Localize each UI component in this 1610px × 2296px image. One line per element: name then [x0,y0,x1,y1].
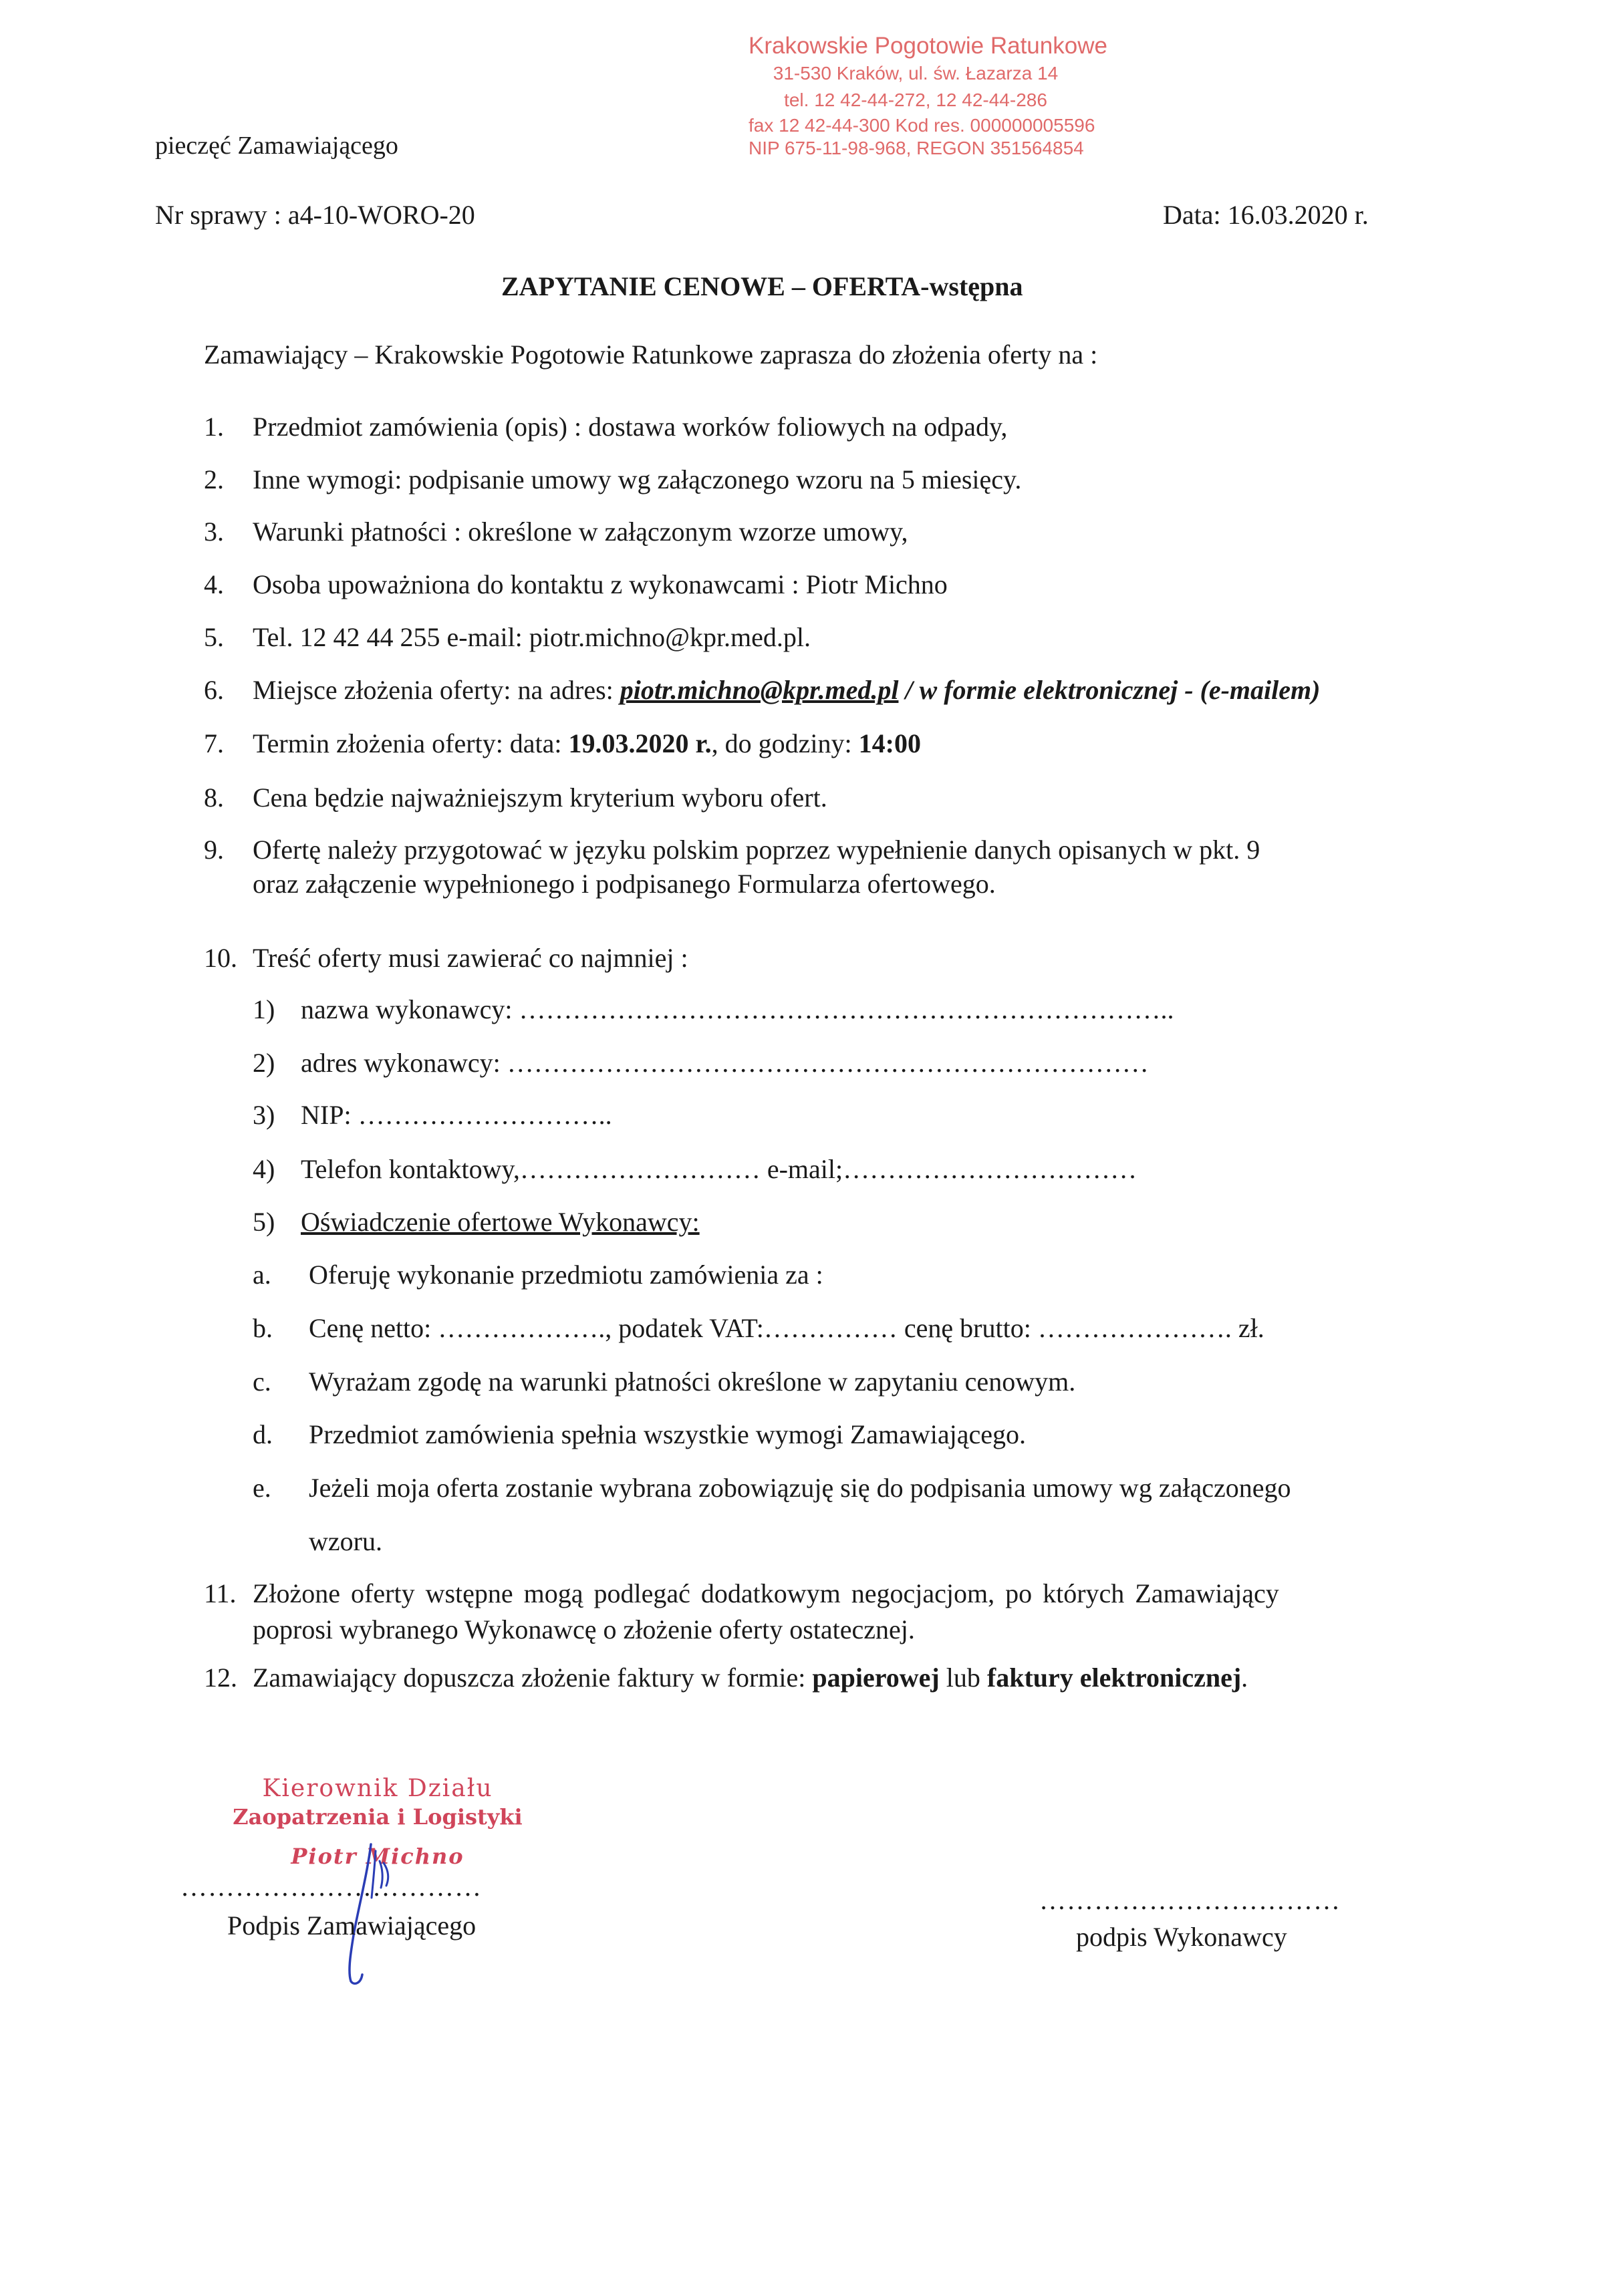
item-text [253,674,1320,706]
letter-item-marker: a. [253,1260,271,1290]
item-number: 3. [204,517,224,547]
item-number: 6. [204,675,224,705]
item-text-suffix: . [1241,1663,1248,1693]
item-text: Osoba upoważniona do kontaktu z wykonawcami : Piotr Michno [253,569,948,599]
item-text-line: Złożone oferty wstępne mogą podlegać dodatkowym negocjacjom, po których Zamawiający [253,1578,1279,1608]
item-text-line: Ofertę należy przygotować w języku polskim poprzez wypełnienie danych opisanych w pkt. 9 [253,835,1260,865]
letter-item-marker: b. [253,1313,273,1343]
letter-item-marker: c. [253,1367,271,1397]
item-number: 2. [204,464,224,494]
intro-text: Zamawiający – Krakowskie Pogotowie Ratunkowe zaprasza do złożenia oferty na : [204,339,1098,370]
item-number: 1. [204,412,224,442]
item-text [253,728,921,759]
item-text: Treść oferty musi zawierać co najmniej : [253,943,688,973]
sub-item-text: Telefon kontaktowy,……………………… e-mail;…………………………… [301,1154,1137,1184]
document-date: Data: 16.03.2020 r. [1163,200,1369,230]
item-number: 11. [204,1578,237,1608]
stamp-department: Zaopatrzenia i Logistyki [233,1804,523,1830]
stamp-line-fax: fax 12 42-44-300 Kod res. 000000005596 [749,115,1095,136]
item-number: 7. [204,728,224,758]
item-number: 12. [204,1663,237,1693]
item-number: 5. [204,622,224,652]
item-text-line: oraz załączenie wypełnionego i podpisanego Formularza ofertowego. [253,869,996,899]
item-text-prefix: Termin złożenia oferty: data: [253,728,569,758]
item-text: Przedmiot zamówienia (opis) : dostawa worków foliowych na odpady, [253,412,1008,442]
item-text-line: poprosi wybranego Wykonawcę o złożenie oferty ostatecznej. [253,1614,915,1644]
letter-item-text-line: wzoru. [309,1526,382,1556]
item-text-mid: , do godziny: [711,728,859,758]
letter-item-text: Cenę netto: ………………., podatek VAT:…………… cenę brutto: …………………. zł. [309,1313,1264,1343]
signature-line-orderer: …………………………… [180,1872,482,1902]
letter-item-marker: d. [253,1419,273,1449]
item-text [253,1662,1248,1693]
sub-item-text: adres wykonawcy: ……………………………………………………………… [301,1048,1149,1078]
item-text-prefix: Zamawiający dopuszcza złożenie faktury w formie: [253,1663,813,1693]
submission-email-link[interactable]: piotr.michno@kpr.med.pl [620,675,899,705]
stamp-line-nip: NIP 675-11-98-968, REGON 351564854 [749,138,1084,158]
deadline-time: 14:00 [858,728,921,758]
invoice-form-paper: papierowej [812,1663,940,1693]
item-text: Warunki płatności : określone w załączonym wzorze umowy, [253,517,908,547]
sub-item-text: nazwa wykonawcy: ……………………………………………………………….. [301,994,1174,1024]
sub-item-number: 5) [253,1207,275,1237]
item-text-mid: lub [939,1663,987,1693]
sub-item-number: 2) [253,1048,275,1078]
letter-item-text: Oferuję wykonanie przedmiotu zamówienia za : [309,1260,823,1290]
invoice-form-electronic: faktury elektronicznej [986,1663,1242,1693]
sub-item-text: Oświadczenie ofertowe Wykonawcy: [301,1207,700,1237]
stamp-name: Piotr Michno [291,1844,464,1869]
item-number: 4. [204,569,224,599]
stamp-role: Kierownik Działu [262,1775,493,1802]
item-text-prefix: Miejsce złożenia oferty: na adres: [253,675,620,705]
signature-label-contractor: podpis Wykonawcy [1076,1922,1287,1952]
page-title: ZAPYTANIE CENOWE – OFERTA-wstępna [501,271,1023,301]
item-text: Tel. 12 42 44 255 e-mail: piotr.michno@kpr.med.pl. [253,622,811,652]
sub-item-number: 1) [253,994,275,1024]
header-stamp [749,32,1107,162]
case-number: Nr sprawy : a4-10-WORO-20 [155,200,475,230]
item-text-suffix: / w formie elektronicznej - (e-mailem) [898,675,1321,705]
stamp-line-address: 31-530 Kraków, ul. św. Łazarza 14 [773,63,1059,84]
item-number: 10. [204,943,237,973]
letter-item-text: Przedmiot zamówienia spełnia wszystkie wymogi Zamawiającego. [309,1419,1027,1449]
stamp-line-phone: tel. 12 42-44-272, 12 42-44-286 [784,90,1047,110]
sub-item-text: NIP: ……………………….. [301,1100,612,1130]
sub-item-number: 3) [253,1100,275,1130]
deadline-date: 19.03.2020 r. [568,728,712,758]
item-text: Inne wymogi: podpisanie umowy wg załączonego wzoru na 5 miesięcy. [253,464,1022,494]
letter-item-marker: e. [253,1473,271,1503]
item-text: Cena będzie najważniejszym kryterium wyboru ofert. [253,782,827,813]
signature-label-orderer: Podpis Zamawiającego [227,1910,477,1941]
signature-line-contractor: …………………………… [1039,1885,1341,1915]
sub-item-number: 4) [253,1154,275,1184]
item-number: 8. [204,782,224,813]
item-number: 9. [204,835,224,865]
stamp-line-organization: Krakowskie Pogotowie Ratunkowe [749,33,1107,59]
letter-item-text: Wyrażam zgodę na warunki płatności określone w zapytaniu cenowym. [309,1367,1076,1397]
seal-label: pieczęć Zamawiającego [155,132,398,160]
letter-item-text-line: Jeżeli moja oferta zostanie wybrana zobowiązuję się do podpisania umowy wg załączonego [309,1473,1291,1503]
